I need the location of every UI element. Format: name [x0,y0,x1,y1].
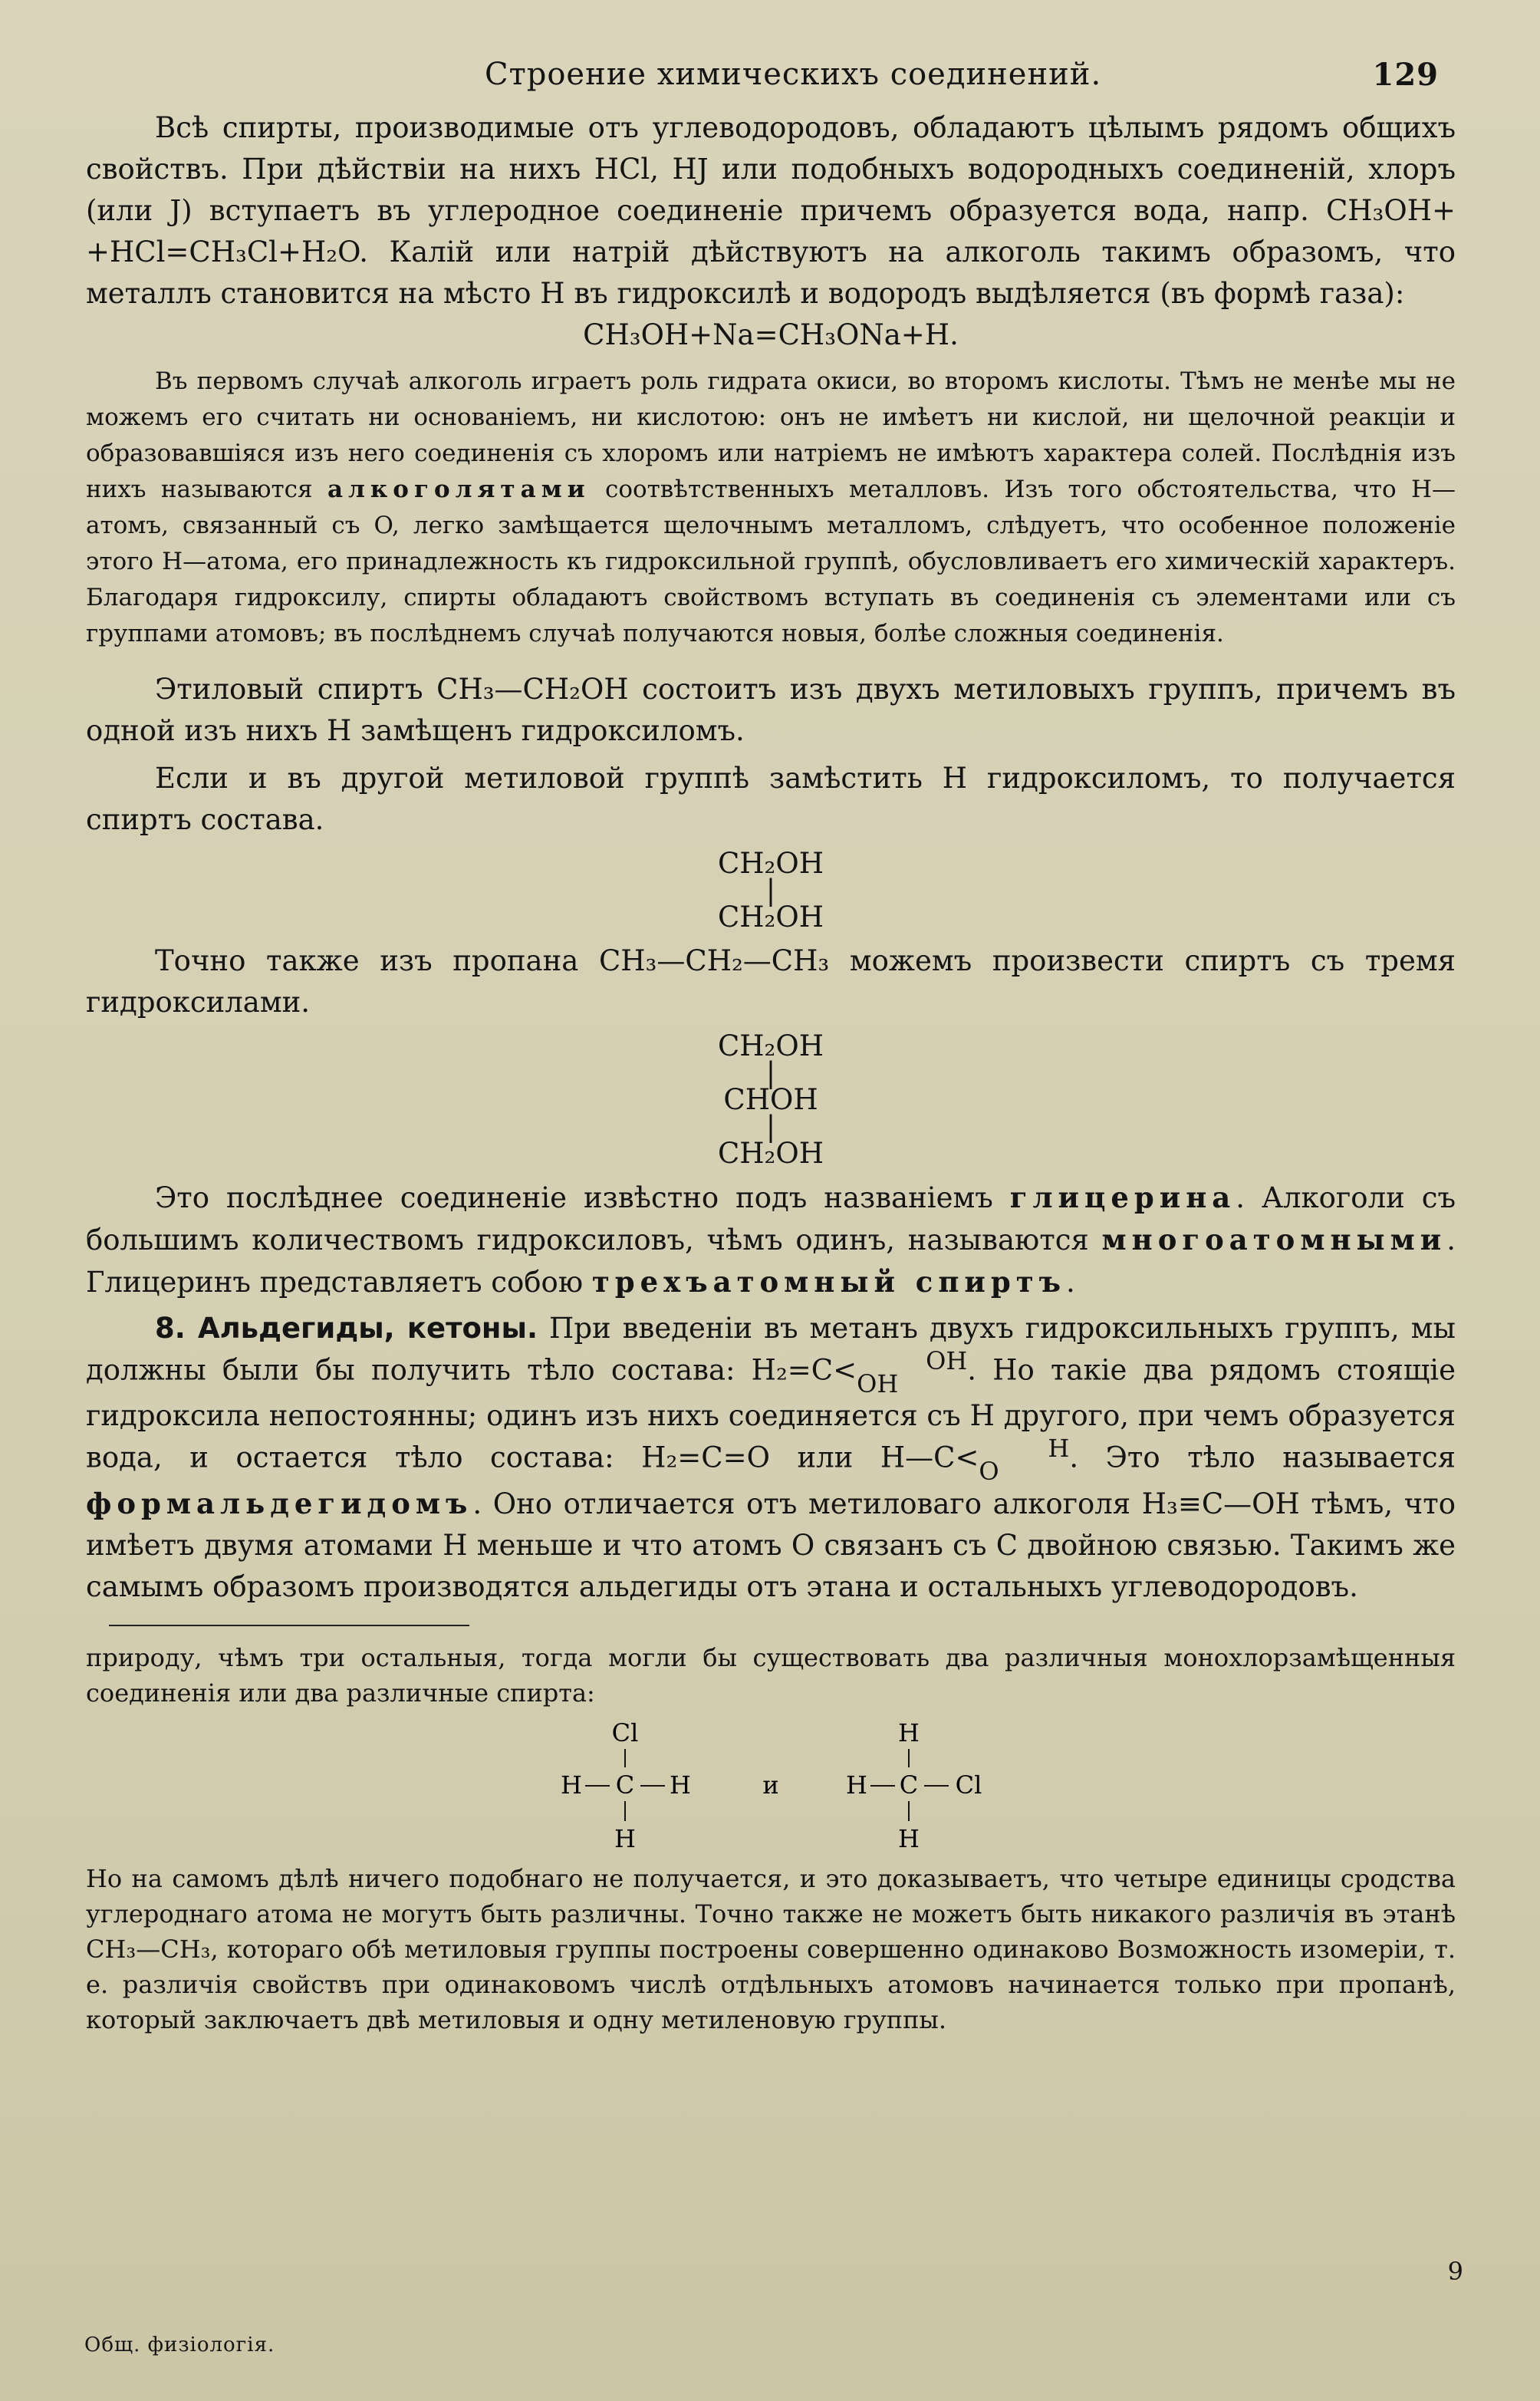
paragraph-alcoholates [86,364,1456,652]
formula-glycerin [86,1029,1456,1171]
glycol-top: CH₂OH [717,847,824,880]
s2-bottom: H [898,1824,920,1853]
page-number: 129 [1372,57,1439,93]
s1-top: Cl [611,1718,639,1747]
s2-right: Cl [955,1770,982,1800]
footnote-text-2: Но на самомъ дѣлѣ ничего подобнаго не получается, и это доказываетъ, что четыре единицы сродства углероднаго атома не могутъ быть различны. Точно также не можетъ быть никакого различія въ этанѣ CH₃—CH₃, котораго обѣ метиловыя группы построены совершенно одинаково Возможность изомеріи, т. е. различія свойствъ при одинаковомъ числѣ отдѣльныхъ атомовъ начинается только при пропанѣ, который заключаетъ двѣ метиловыя и одну метиленовую группы. [86,1864,1456,2034]
paragraph-ethyl-alcohol: Этиловый спиртъ CH₃—CH₂OH состоитъ изъ двухъ метиловыхъ группъ, причемъ въ одной изъ нихъ H замѣщенъ гидроксиломъ. [86,673,1456,747]
term-glycerin: глицерина [1009,1181,1236,1214]
glycerin-bottom: CH₂OH [717,1137,824,1170]
glycol-bottom: CH₂OH [717,901,824,934]
glycol-bond: | [765,874,776,907]
glycerin-mid: CHOH [723,1083,818,1116]
section-aldehydes [86,1308,1456,1608]
aldehydes-text-c: . Это тѣло называется [1069,1441,1456,1474]
term-polyatomic: многоатомными [1101,1223,1447,1256]
paragraph-alcoholates-text-b: соотвѣтственныхъ металловъ. Изъ того обстоятельства, что H—атомъ, связанный съ O, легко замѣщается щелочнымъ металломъ, слѣдуетъ, что особенное положеніе этого H—атома, его принадлежность къ гидроксильной группѣ, обусловливаетъ его химическій характеръ. Благодаря гидроксилу, спирты обладаютъ свойствомъ вступать въ соединенія съ элементами или съ группами атомовъ; въ послѣднемъ случаѣ получаются новыя, болѣе сложныя соединенія. [86,476,1456,647]
equation-sodium-reaction: CH₃OH+Na=CH₃ONa+H. [583,318,959,351]
glycerin-text-a: Это послѣднее соединеніе извѣстно подъ названіемъ [155,1181,1010,1214]
footnote [86,1640,1456,2037]
fraction-oh-oh [857,1346,968,1398]
conjunction-and: и [762,1770,779,1800]
structural-formulas [86,1715,1456,1853]
paragraph-propane: Точно также изъ пропана CH₃—CH₂—CH₃ можемъ произвести спиртъ съ тремя гидроксилами. [86,944,1456,1019]
term-alcoholates: алкоголятами [327,476,591,503]
s1-bottom: H [614,1824,636,1853]
fraction-oh-bottom: OH [857,1369,899,1398]
glycerin-top: CH₂OH [717,1029,824,1062]
conjunction [748,1715,794,1853]
sheet-number: 9 [1447,2257,1463,2286]
glycerin-text-c: . Глицеринъ представляетъ собою [86,1224,1456,1299]
fraction-h-top: H [1048,1434,1070,1463]
structure-chloromethane-b [840,1715,993,1853]
s1-right: H [670,1770,691,1800]
paragraph-glycerin [86,1177,1456,1303]
paragraph-alcohol-properties: Всѣ спирты, производимые отъ углеводородовъ, обладаютъ цѣлымъ рядомъ общихъ свойствъ. При дѣйствіи на нихъ HCl, HJ или подобныхъ водородныхъ соединеній, хлоръ (или J) вступаетъ въ углеродное соединеніе причемъ образуется вода, напр. CH₃OH+ +HCl=CH₃Cl+H₂O. Калій или натрій дѣйствуютъ на алкоголь такимъ образомъ, что металлъ становится на мѣсто H въ гидроксилѣ и водородъ выдѣляется (въ формѣ газа): [86,111,1456,310]
paragraph-alcoholates-text-a: Въ первомъ случаѣ алкоголь играетъ роль гидрата окиси, во второмъ кислоты. Тѣмъ не менѣе мы не можемъ его считать ни основаніемъ, ни кислотою: онъ не имѣетъ ни кислой, ни щелочной реакціи и образовавшіяся изъ него соединенія съ хлоромъ или натріемъ не имѣютъ характера солей. Послѣднія изъ нихъ называются [86,367,1456,503]
footnote-divider [109,1625,469,1626]
page-header [86,54,1456,107]
glycerin-bond-2: | [765,1110,776,1143]
aldehydes-text-d: . Оно отличается отъ метиловаго алкоголя H₃≡C—OH тѣмъ, что имѣетъ двумя атомами H меньше и что атомъ O связанъ съ C двойною связью. Такимъ же самымъ образомъ производятся альдегиды отъ этана и остальныхъ углеводородовъ. [86,1487,1456,1603]
term-triatomic-alcohol: трехъатомный спиртъ [591,1265,1067,1299]
s2-center: C [899,1770,919,1800]
s1-left: H [561,1770,582,1800]
aldehydes-text-a: При введеніи въ метанъ двухъ гидроксильныхъ группъ, мы должны были бы получить тѣло состава: H₂=C< [86,1312,1456,1387]
paragraph-second-methyl: Если и въ другой метиловой группѣ замѣстить H гидроксиломъ, то получается спиртъ состава. [86,762,1456,836]
glycerin-text-d: . [1066,1266,1075,1299]
footnote-text-1: природу, чѣмъ три остальныя, тогда могли бы существовать два различныя монохлорзамѣщенныя соединенія или два различные спирта: [86,1643,1456,1708]
signature-line: Общ. физіологія. [84,2333,275,2357]
running-title: Строение химическихъ соединений. [485,57,1102,92]
section-heading: 8. Альдегиды, кетоны. [155,1312,538,1345]
structure-chloromethane-a [548,1715,702,1853]
formula-glycol [86,847,1456,934]
s1-center: C [615,1770,635,1800]
fraction-o-bottom: O [979,1457,999,1486]
fraction-oh-top: OH [926,1346,968,1375]
glycerin-text-b: . Алкоголи съ большимъ количествомъ гидроксиловъ, чѣмъ одинъ, называются [86,1181,1456,1256]
term-formaldehyde: формальдегидомъ [86,1487,473,1520]
s2-top: H [898,1718,920,1747]
glycerin-bond-1: | [765,1056,776,1089]
fraction-h-o [979,1434,1070,1486]
aldehydes-text-b: . Но такіе два рядомъ стоящіе гидроксила непостоянны; одинъ изъ нихъ соединяется съ H другого, при чемъ образуется вода, и остается тѣло состава: H₂=C=O или H—C< [86,1353,1456,1474]
s2-left: H [846,1770,867,1800]
